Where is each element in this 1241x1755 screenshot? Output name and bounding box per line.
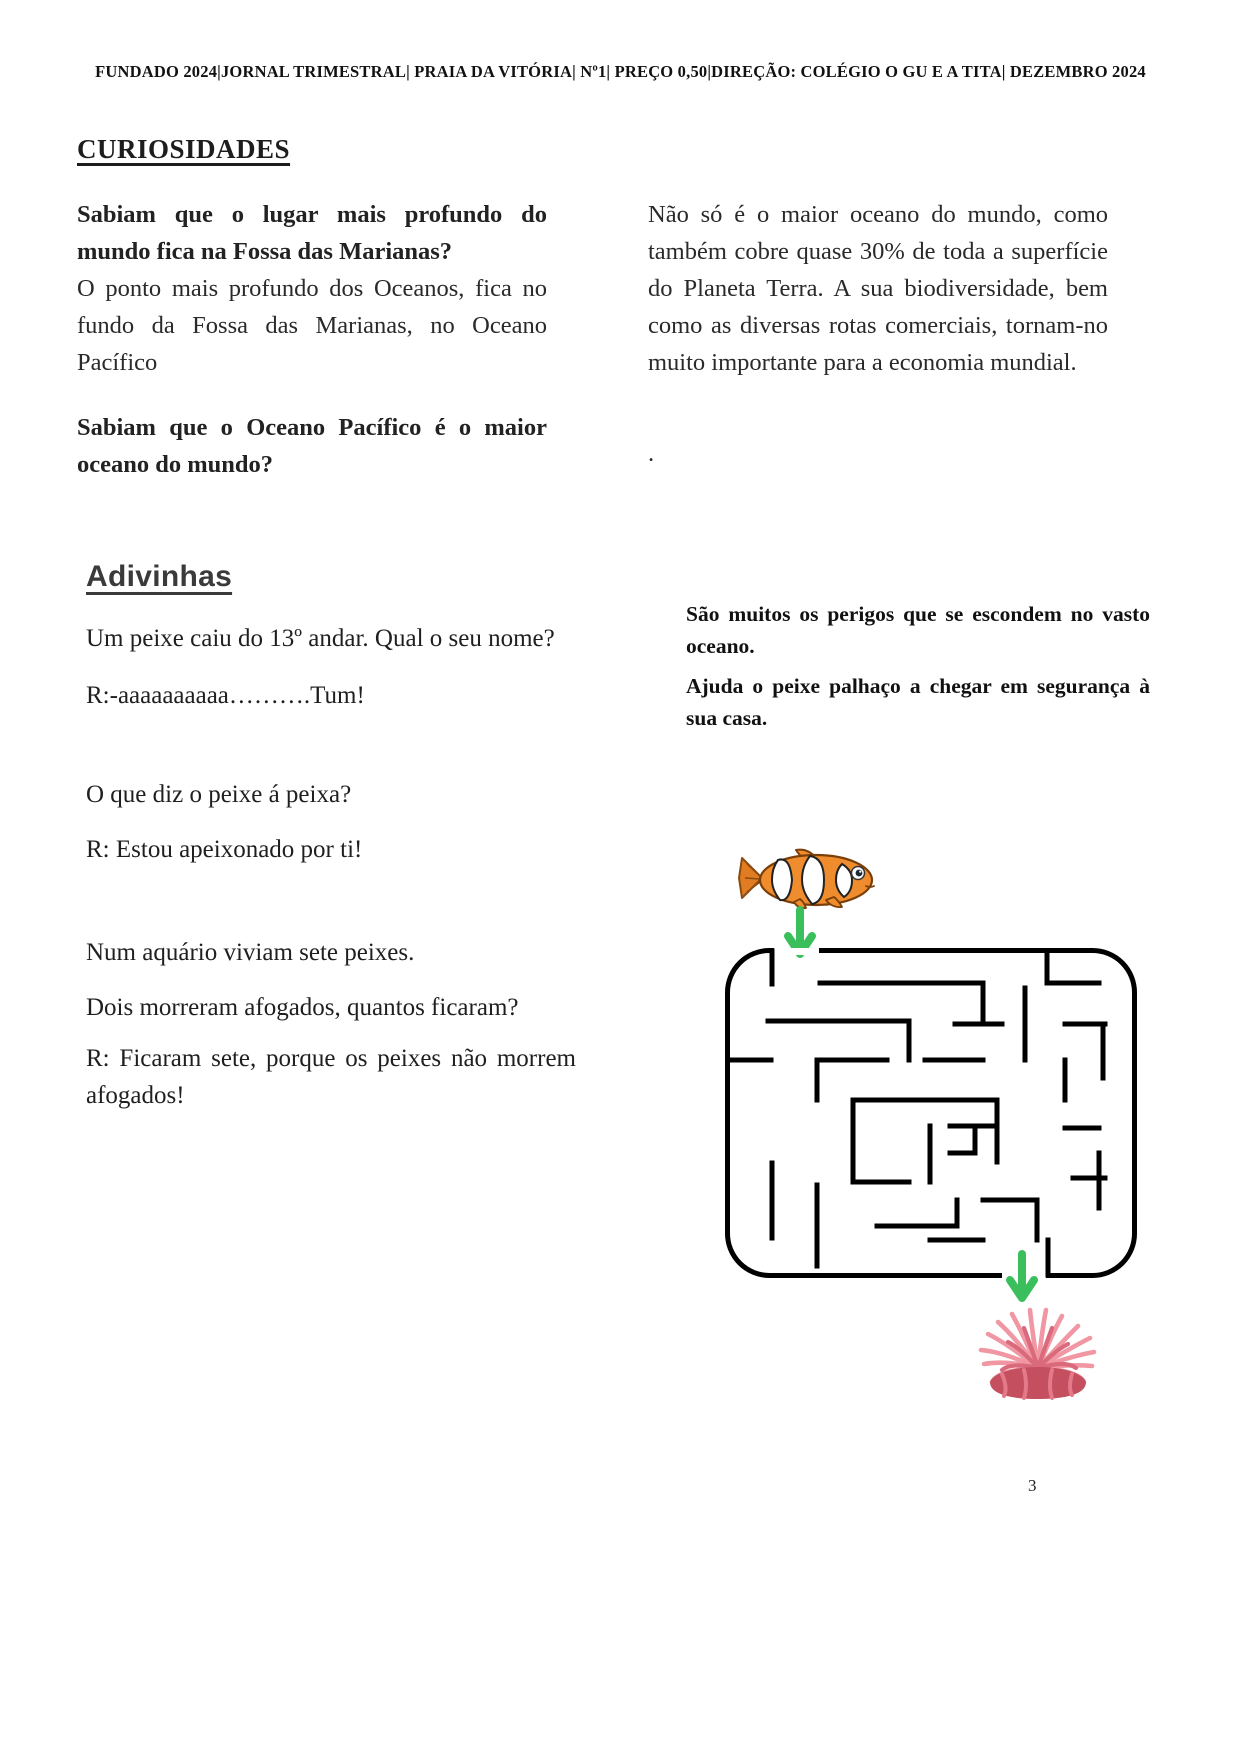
adivinhas-title: Adivinhas	[86, 560, 233, 593]
curiosidades-question-2: Sabiam que o Oceano Pacífico é o maior oceano do mundo?	[77, 414, 547, 478]
maze-caption-danger: São muitos os perigos que se escondem no vasto oceano.	[686, 602, 1150, 658]
maze-caption-help: Ajuda o peixe palhaço a chegar em segurança à sua casa.	[686, 674, 1150, 730]
maze-image	[725, 948, 1137, 1278]
riddle-2-question: O que diz o peixe á peixa?	[86, 781, 352, 808]
riddle-3-question-line1: Num aquário viviam sete peixes.	[86, 939, 415, 966]
curiosidades-left-column	[77, 196, 547, 483]
curiosidades-question-1: Sabiam que o lugar mais profundo do mundo fica na Fossa das Marianas?	[77, 201, 547, 265]
riddle-1-question: Um peixe caiu do 13º andar. Qual o seu nome?	[86, 625, 555, 652]
page-number: 3	[1028, 1476, 1037, 1495]
riddle-3-answer: R: Ficaram sete, porque os peixes não morrem afogados!	[86, 1045, 576, 1109]
stray-period: .	[648, 440, 655, 467]
curiosidades-answer-1: O ponto mais profundo dos Oceanos, fica no fundo da Fossa das Marianas, no Oceano Pacífico	[77, 275, 547, 376]
maze-exit-arrow-icon	[1006, 1250, 1038, 1306]
riddle-3-question-line2: Dois morreram afogados, quantos ficaram?	[86, 994, 519, 1021]
curiosidades-title: CURIOSIDADES	[77, 134, 291, 164]
masthead-line: FUNDADO 2024|JORNAL TRIMESTRAL| PRAIA DA VITÓRIA| Nº1| PREÇO 0,50|DIREÇÃO: COLÉGIO O GU E A TITA| DEZEMBRO 2024	[95, 62, 1146, 81]
clownfish-icon	[738, 846, 880, 910]
sea-anemone-icon	[968, 1304, 1108, 1402]
maze-captions	[686, 598, 1150, 734]
riddle-1-answer: R:-aaaaaaaaaa……….Tum!	[86, 682, 365, 709]
maze-entrance-gap	[774, 948, 819, 955]
riddle-2-answer: R: Estou apeixonado por ti!	[86, 836, 363, 863]
riddles-column	[86, 620, 576, 1114]
curiosidades-right-column	[648, 196, 1108, 381]
curiosidades-answer-2: Não só é o maior oceano do mundo, como também cobre quase 30% de toda a superfície do Planeta Terra. A sua biodiversidade, bem como as diversas rotas comerciais, tornam-no muito importante para a economia mundial.	[648, 201, 1108, 376]
